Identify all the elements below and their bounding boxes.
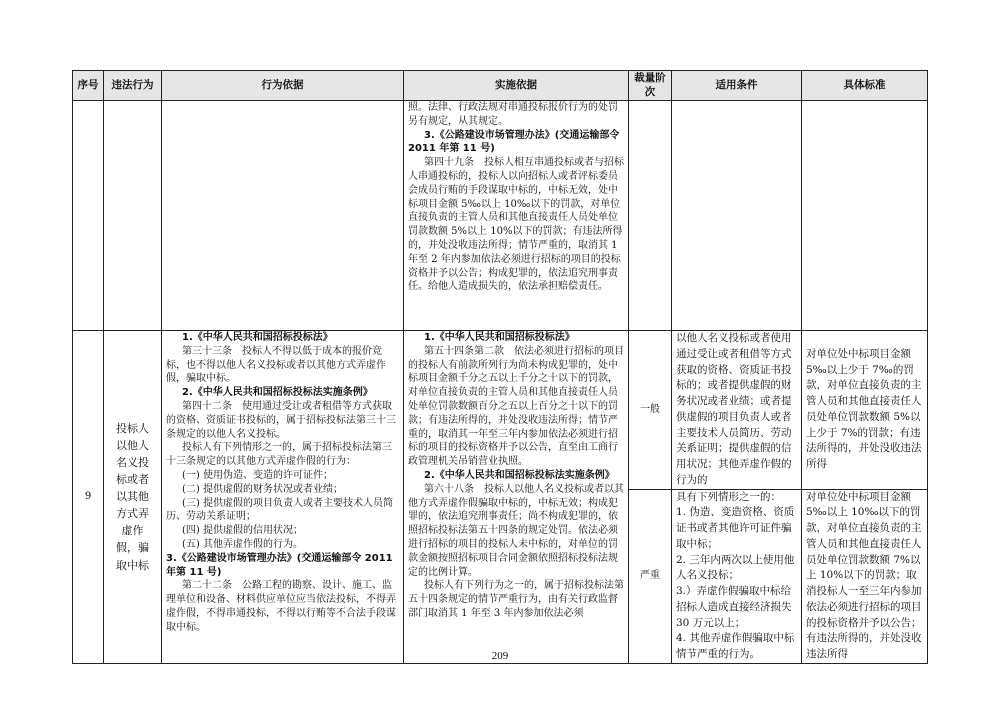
header-basis: 行为依据 — [162, 71, 404, 101]
basis-paragraph: 投标人有下列情形之一的，属于招标投标法第三十三条规定的以其他方式弄虚作假的行为： — [166, 442, 392, 468]
basis-heading: 2.《中华人民共和国招标投标法实施条例》 — [182, 387, 373, 399]
impl-heading: 3.《公路建设市场管理办法》(交通运输部令 2011 年第 11 号) — [408, 129, 620, 155]
cont-impl-cell — [404, 101, 629, 331]
cont-condition-cell — [672, 101, 802, 331]
standard-general: 对单位处中标项目金额 5‰以上少于 7‰的罚款，对单位直接负责的主管人员和其他直接责任人员处单位罚款数额 5%以上少于 7%的罚款；有违法所得的，并处没收违法所得 — [802, 331, 928, 490]
condition-line: 3.）弄虚作假骗取中标给招标人造成直接经济损失 30 万元以上； — [676, 585, 792, 629]
impl-paragraph: 第六十八条 投标人以他人名义投标或者以其他方式弄虚作假骗取中标的，中标无效；构成犯罪的，依法追究刑事责任；尚不构成犯罪的，依照招标投标法第五十四条的规定处罚。依法必须进行招标的项目的投标人未中标的，对单位的罚款金额按照招标项目合同金额依照招标投标法规定的比例计算。 — [408, 483, 624, 578]
basis-paragraph: (二) 提供虚假的财务状况或者业绩； — [182, 483, 343, 495]
violation-cell: 投标人以他人名义投标或者以其他方式弄虚作假，骗取中标 — [104, 331, 162, 664]
standard-serious: 对单位处中标项目金额 5‰以上 10‰以下的罚款，对单位直接负责的主管人员和其他直接责任人员处单位罚款数额 7%以上 10%以下的罚款；取消投标人一至三年内参加依法必须进行招标的项目的投标资格并予以公告；有违法所得的，并处没收违法所得 — [802, 489, 928, 663]
cont-level-cell — [629, 101, 672, 331]
basis-paragraph: 第四十二条 使用通过受让或者租借等方式获取的资格、资质证书投标的，属于招标投标法第三十三条规定的以他人名义投标。 — [166, 400, 396, 440]
impl-paragraph: 投标人有下列行为之一的，属于招标投标法第五十四条规定的情节严重行为，由有关行政监督部门取消其 1 年至 3 年内参加依法必须 — [408, 580, 624, 619]
level-general: 一般 — [629, 331, 672, 490]
basis-heading: 3.《公路建设市场管理办法》(交通运输部令 2011 年第 11 号) — [166, 552, 393, 578]
condition-line: 2. 三年内两次以上使用他人名义投标； — [676, 553, 795, 582]
basis-cell — [162, 331, 404, 664]
basis-paragraph: 第二十二条 公路工程的勘察、设计、施工、监理单位和设备、材料供应单位应当依法投标，不得弄虚作假，不得串通投标，不得以行贿等不合法手段谋取中标。 — [166, 580, 396, 633]
seq-cell: 9 — [73, 331, 104, 664]
header-row — [73, 71, 928, 101]
header-seq: 序号 — [73, 71, 104, 101]
header-violation: 违法行为 — [104, 71, 162, 101]
basis-heading: 1.《中华人民共和国招标投标法》 — [182, 332, 333, 343]
impl-paragraph: 照。法律、行政法规对串通投标报价行为的处罚另有规定，从其规定。 — [408, 102, 618, 127]
continued-row — [73, 101, 928, 331]
header-standard: 具体标准 — [802, 71, 928, 101]
condition-line: 1. 伪造、变造资格、资质证书或者其他许可证件骗取中标； — [676, 506, 795, 550]
condition-line: 4. 其他弄虚作假骗取中标情节严重的行为。 — [676, 632, 795, 660]
header-level: 裁量阶次 — [629, 71, 672, 101]
condition-line: 具有下列情形之一的： — [676, 490, 781, 503]
header-implementation: 实施依据 — [404, 71, 629, 101]
condition-serious — [672, 489, 802, 663]
basis-paragraph: (四) 提供虚假的信用状况； — [182, 525, 303, 537]
level-serious: 严重 — [629, 489, 672, 663]
impl-paragraph: 第四十九条 投标人相互串通投标或者与招标人串通投标的，投标人以向招标人或者评标委员会成员行贿的手段谋取中标的，中标无效，处中标项目金额 5‰以上 10‰以下的罚款，对单位直接负责的主管人员和其他直接责任人员处单位罚款数额 5%以上 10%以下的罚款；有违法所得的，并处没收违法所得；情节严重的，取消其 1 年至 2 年内参加依法必须进行招标的项目的投标资格并予以公告；构成犯罪的，依法追究刑事责任。给他人造成损失的，依法承担赔偿责任。 — [408, 157, 624, 293]
impl-cell — [404, 331, 629, 664]
basis-paragraph: (三) 提供虚假的项目负责人或者主要技术人员简历、劳动关系证明； — [166, 497, 393, 523]
cont-basis-cell — [162, 101, 404, 331]
impl-paragraph: 第五十四条第二款 依法必须进行招标的项目的投标人有前款所列行为尚未构成犯罪的，处中标项目金额千分之五以上千分之十以下的罚款，对单位直接负责的主管人员和其他直接责任人员处单位罚款数额百分之五以上百分之十以下的罚款；有违法所得的，并处没收违法所得；情节严重的，取消其一年至三年内参加依法必须进行招标的项目的投标资格并予以公告，直至由工商行政管理机关吊销营业执照。 — [408, 345, 624, 468]
penalty-table — [72, 70, 928, 664]
cont-violation-cell — [104, 101, 162, 331]
cont-seq-cell — [73, 101, 104, 331]
basis-paragraph: 第三十三条 投标人不得以低于成本的报价竞标，也不得以他人名义投标或者以其他方式弄虚作假，骗取中标。 — [166, 345, 386, 385]
basis-paragraph: (一) 使用伪造、变造的许可证件； — [182, 469, 333, 481]
header-condition: 适用条件 — [672, 71, 802, 101]
impl-heading: 2.《中华人民共和国招标投标法实施条例》 — [424, 469, 615, 481]
cont-standard-cell — [802, 101, 928, 331]
page-number: 209 — [491, 650, 509, 662]
condition-general: 以他人名义投标或者使用通过受让或者租借等方式获取的资格、资质证书投标的；或者提供虚假的财务状况或者业绩；或者提供虚假的项目负责人或者主要技术人员简历、劳动关系证明；提供虚假的信用状况；其他弄虚作假的行为的 — [672, 331, 802, 490]
impl-heading: 1.《中华人民共和国招标投标法》 — [424, 332, 575, 343]
basis-paragraph: (五) 其他弄虚作假的行为。 — [182, 538, 303, 550]
row-9-general — [73, 331, 928, 490]
